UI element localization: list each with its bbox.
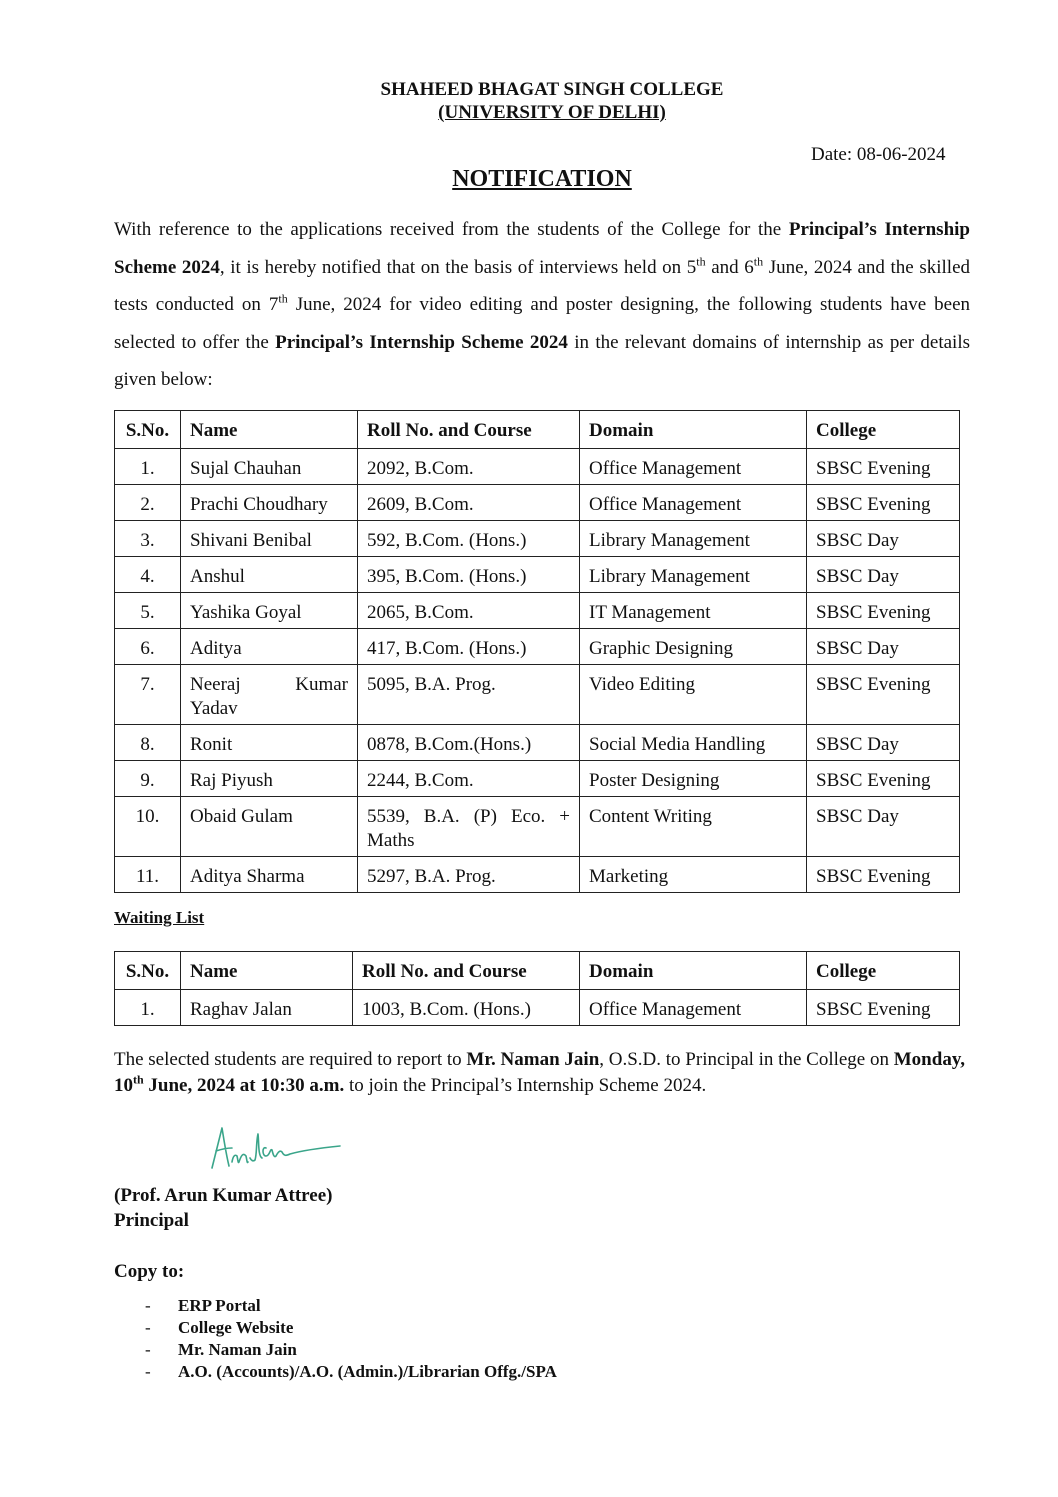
signatory-designation: Principal: [114, 1210, 189, 1231]
university-name: (UNIVERSITY OF DELHI): [438, 102, 666, 123]
cell-roll-course: 592, B.Com. (Hons.): [358, 521, 580, 557]
copy-recipient: ERP Portal: [178, 1296, 261, 1315]
cell-domain: Social Media Handling: [580, 725, 807, 761]
cell-domain: Office Management: [580, 449, 807, 485]
waiting-list-table: [114, 951, 960, 1026]
column-header-sno: S.No.: [115, 952, 181, 990]
table-row: [115, 797, 960, 857]
signatory-block: [114, 1183, 332, 1233]
cell-college: SBSC Evening: [807, 665, 960, 725]
table-row: [115, 449, 960, 485]
cell-name: Anshul: [181, 557, 358, 593]
column-header-domain: Domain: [580, 952, 807, 990]
notification-date: Date: 08-06-2024: [811, 144, 946, 165]
column-header-domain: Domain: [580, 411, 807, 449]
cell-roll-course: 395, B.Com. (Hons.): [358, 557, 580, 593]
cell-name: Neeraj Kumar Yadav: [181, 665, 358, 725]
cell-name: Aditya Sharma: [181, 857, 358, 893]
cell-name: Shivani Benibal: [181, 521, 358, 557]
list-item: [145, 1317, 557, 1339]
cell-sno: 7.: [115, 665, 181, 725]
column-header-sno: S.No.: [115, 411, 181, 449]
column-header-name: Name: [181, 952, 353, 990]
column-header-name: Name: [181, 411, 358, 449]
cell-roll-course: 5539, B.A. (P) Eco. + Maths: [358, 797, 580, 857]
cell-college: SBSC Day: [807, 629, 960, 665]
table-row: [115, 593, 960, 629]
copy-recipient: Mr. Naman Jain: [178, 1340, 297, 1359]
list-bullet-dash: -: [145, 1296, 151, 1315]
cell-college: SBSC Evening: [807, 593, 960, 629]
cell-sno: 1.: [115, 449, 181, 485]
cell-college: SBSC Day: [807, 725, 960, 761]
cell-name: Yashika Goyal: [181, 593, 358, 629]
cell-roll-course: 417, B.Com. (Hons.): [358, 629, 580, 665]
notification-title: NOTIFICATION: [452, 166, 632, 192]
copy-to-label: Copy to:: [114, 1261, 185, 1282]
table-row: [115, 485, 960, 521]
cell-sno: 1.: [115, 990, 181, 1026]
table-row: [115, 629, 960, 665]
list-item: [145, 1295, 557, 1317]
cell-sno: 10.: [115, 797, 181, 857]
cell-sno: 8.: [115, 725, 181, 761]
table-row: [115, 990, 960, 1026]
principal-signature: [206, 1118, 346, 1178]
waiting-list-heading: Waiting List: [114, 908, 205, 927]
table-row: [115, 725, 960, 761]
cell-domain: Office Management: [580, 990, 807, 1026]
cell-college: SBSC Day: [807, 521, 960, 557]
list-item: [145, 1361, 557, 1383]
list-bullet-dash: -: [145, 1362, 151, 1381]
cell-roll-course: 2609, B.Com.: [358, 485, 580, 521]
cell-roll-course: 5297, B.A. Prog.: [358, 857, 580, 893]
cell-sno: 4.: [115, 557, 181, 593]
list-bullet-dash: -: [145, 1318, 151, 1337]
cell-sno: 9.: [115, 761, 181, 797]
cell-domain: Video Editing: [580, 665, 807, 725]
cell-roll-course: 2065, B.Com.: [358, 593, 580, 629]
copy-recipient: A.O. (Accounts)/A.O. (Admin.)/Librarian Offg./SPA: [178, 1362, 557, 1381]
list-item: [145, 1339, 557, 1361]
cell-sno: 3.: [115, 521, 181, 557]
column-header-college: College: [807, 411, 960, 449]
column-header-roll-course: Roll No. and Course: [358, 411, 580, 449]
cell-college: SBSC Day: [807, 557, 960, 593]
column-header-roll-course: Roll No. and Course: [353, 952, 580, 990]
cell-domain: Content Writing: [580, 797, 807, 857]
cell-sno: 2.: [115, 485, 181, 521]
cell-domain: Marketing: [580, 857, 807, 893]
cell-name: Sujal Chauhan: [181, 449, 358, 485]
cell-roll-course: 5095, B.A. Prog.: [358, 665, 580, 725]
cell-college: SBSC Evening: [807, 761, 960, 797]
cell-name: Raghav Jalan: [181, 990, 353, 1026]
cell-domain: Library Management: [580, 557, 807, 593]
list-bullet-dash: -: [145, 1340, 151, 1359]
cell-domain: IT Management: [580, 593, 807, 629]
signatory-name: (Prof. Arun Kumar Attree): [114, 1185, 333, 1206]
cell-college: SBSC Evening: [807, 485, 960, 521]
copy-to-list: [145, 1295, 557, 1383]
intro-paragraph: With reference to the applications received from the students of the College for the Principal’s Internship Scheme 2024, it is hereby notified that on the basis of interviews held on 5th and 6th June, 2024 and the skilled tests conducted on 7th June, 2024 for video editing and poster designing, the following students have been selected to offer the Principal’s Internship Scheme 2024 in the relevant domains of internship as per details given below:: [114, 219, 971, 390]
cell-roll-course: 2092, B.Com.: [358, 449, 580, 485]
college-name: SHAHEED BHAGAT SINGH COLLEGE: [380, 79, 724, 100]
cell-name: Obaid Gulam: [181, 797, 358, 857]
cell-name: Aditya: [181, 629, 358, 665]
cell-roll-course: 1003, B.Com. (Hons.): [353, 990, 580, 1026]
selected-students-table: [114, 410, 960, 893]
cell-college: SBSC Day: [807, 797, 960, 857]
cell-name: Ronit: [181, 725, 358, 761]
cell-domain: Poster Designing: [580, 761, 807, 797]
cell-roll-course: 2244, B.Com.: [358, 761, 580, 797]
cell-domain: Graphic Designing: [580, 629, 807, 665]
cell-domain: Office Management: [580, 485, 807, 521]
cell-sno: 11.: [115, 857, 181, 893]
cell-sno: 6.: [115, 629, 181, 665]
cell-sno: 5.: [115, 593, 181, 629]
table-row: [115, 557, 960, 593]
column-header-college: College: [807, 952, 960, 990]
cell-college: SBSC Evening: [807, 857, 960, 893]
cell-name: Raj Piyush: [181, 761, 358, 797]
table-row: [115, 761, 960, 797]
copy-recipient: College Website: [178, 1318, 294, 1337]
reporting-instructions: The selected students are required to report to Mr. Naman Jain, O.S.D. to Principal in the College on Monday, 10th June, 2024 at 10:30 a.m. to join the Principal’s Internship Scheme 2024.: [114, 1049, 966, 1096]
cell-college: SBSC Evening: [807, 990, 960, 1026]
table-row: [115, 521, 960, 557]
cell-domain: Library Management: [580, 521, 807, 557]
cell-roll-course: 0878, B.Com.(Hons.): [358, 725, 580, 761]
table-row: [115, 665, 960, 725]
cell-name: Prachi Choudhary: [181, 485, 358, 521]
table-row: [115, 857, 960, 893]
cell-college: SBSC Evening: [807, 449, 960, 485]
